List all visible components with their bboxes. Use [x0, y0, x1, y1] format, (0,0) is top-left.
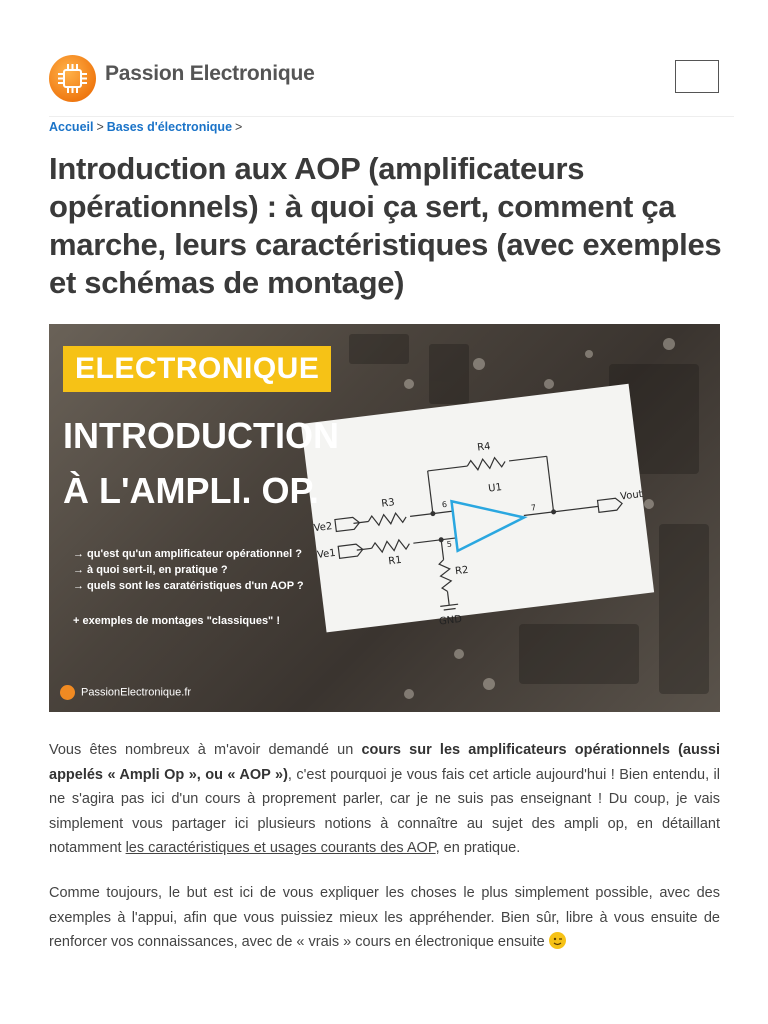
- hero-image: [49, 324, 720, 712]
- wink-emoji-icon: [549, 932, 566, 949]
- label-pin5: 5: [446, 539, 453, 550]
- site-header: [0, 0, 768, 116]
- hero-brand-text: PassionElectronique.fr: [81, 686, 192, 699]
- label-vout: Vout: [619, 488, 644, 503]
- label-r4: R4: [476, 441, 492, 454]
- article-title: Introduction aux AOP (amplificateurs opérationnels) : à quoi ça sert, comment ça marche, leurs caractéristiques (avec exemples et schémas de montage): [49, 151, 722, 300]
- header-divider: [49, 116, 734, 117]
- label-ve2: Ve2: [313, 520, 333, 535]
- hero-category-tag: ELECTRONIQUE: [63, 346, 331, 392]
- chip-logo-icon[interactable]: [49, 55, 96, 102]
- brand-dot-icon: [60, 685, 75, 700]
- label-r3: R3: [380, 497, 396, 510]
- hero-bullet: → quels sont les caratéristiques d'un AOP ?: [73, 580, 304, 592]
- intro-bold-text: cours sur les amplificateurs opérationnels (aussi appelés « Ampli Op », ou « AOP »): [49, 742, 720, 783]
- hero-brand: [60, 685, 191, 700]
- breadcrumb-separator: >: [96, 120, 104, 134]
- menu-toggle-button[interactable]: [675, 60, 719, 93]
- label-r1: R1: [387, 554, 403, 568]
- label-r2: R2: [454, 564, 470, 578]
- intro-text: Comme toujours, le but est ici de vous expliquer les choses le plus simplement possible, avec des exemples à l'appui, afin que vous puissiez mieux les appréhender. Bien sûr, libre à vous ensuite de renforcer vos connaissances, avec de « vrais » cours en électronique ensuite: [49, 885, 720, 950]
- hero-bullet: → à quoi sert-il, en pratique ?: [73, 564, 228, 576]
- hero-bullet-list: [73, 546, 304, 594]
- intro-text: Vous êtes nombreux à m'avoir demandé un: [49, 742, 362, 758]
- breadcrumb-home-link[interactable]: Accueil: [49, 120, 94, 134]
- label-u1: U1: [487, 482, 503, 495]
- hero-bullet: → qu'est qu'un amplificateur opérationnel ?: [73, 548, 302, 560]
- breadcrumb-category-link[interactable]: Bases d'électronique: [106, 120, 233, 134]
- label-gnd: GND: [438, 613, 463, 628]
- hero-heading-line2: À L'AMPLI. OP.: [63, 470, 319, 511]
- label-pin6: 6: [441, 499, 448, 510]
- label-ve1: Ve1: [316, 547, 337, 561]
- intro-paragraph-2: [49, 881, 720, 955]
- characteristics-link[interactable]: les caractéristiques et usages courants des AOP: [125, 840, 436, 856]
- hero-extra-note: + exemples de montages "classiques" !: [73, 615, 280, 627]
- intro-text: , c'est pourquoi je vous fais cet article aujourd'hui ! Bien entendu, il ne s'agira pas ici d'un cours à proprement parler, car je ne suis pas enseignant ! Du coup, je vais simplement vous partager ici plusieurs notions à connaître au sujet des ampli op, en détaillant notamment: [49, 766, 721, 856]
- intro-text: , en pratique.: [435, 840, 521, 856]
- site-name[interactable]: Passion Electronique: [105, 62, 315, 85]
- hero-heading-line1: INTRODUCTION: [63, 415, 339, 456]
- breadcrumb-separator: >: [235, 120, 243, 134]
- breadcrumb: [49, 120, 245, 134]
- intro-paragraph-1: [49, 738, 720, 861]
- label-pin7: 7: [530, 503, 537, 513]
